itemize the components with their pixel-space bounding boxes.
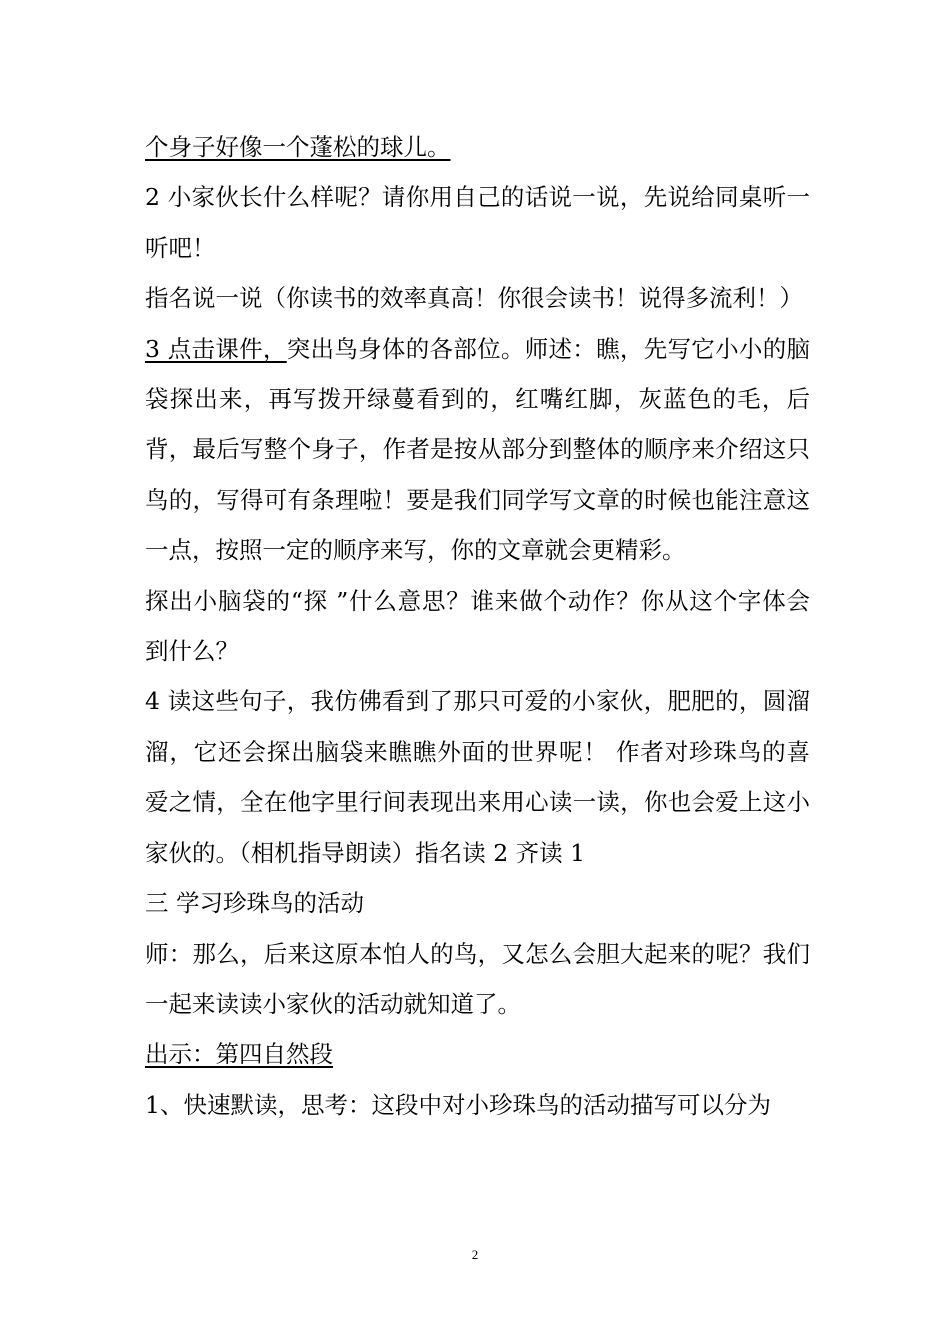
underlined-text: 出示：第四自然段 (145, 1040, 333, 1069)
paragraph-2 (145, 172, 810, 273)
paragraph-text: 1、快速默读，思考：这段中对小珍珠鸟的活动描写可以分为 (145, 1090, 771, 1119)
paragraph-text: 突出鸟身体的各部位。师述：瞧，先写它小小的脑袋探出来，再写拨开绿蔓看到的，红嘴红脚，灰蓝色的毛，后背，最后写整个身子，作者是按从部分到整体的顺序来介绍这只鸟的，写得可有条理啦！要是我们同学写文章的时候也能注意这一点，按照一定的顺序来写，你的文章就会更精彩。 (145, 334, 811, 565)
paragraph-6 (145, 676, 810, 878)
paragraph-3 (145, 273, 810, 323)
paragraph-text: 三 学习珍珠鸟的活动 (145, 889, 364, 918)
section-heading (145, 878, 810, 928)
paragraph-text: 探出小脑袋的“探 ”什么意思？谁来做个动作？你从这个字体会到什么？ (145, 586, 810, 666)
underlined-text: 个身子好像一个蓬松的球儿。 (145, 133, 451, 161)
paragraph-9 (145, 1029, 810, 1079)
paragraph-10 (145, 1080, 810, 1130)
document-body (145, 122, 810, 1130)
paragraph-1 (145, 122, 810, 172)
paragraph-text: 2 小家伙长什么样呢？请你用自己的话说一说，先说给同桌听一听吧！ (145, 183, 810, 262)
paragraph-8 (145, 929, 810, 1030)
paragraph-text: 4 读这些句子，我仿佛看到了那只可爱的小家伙，肥肥的，圆溜溜，它还会探出脑袋来瞧瞧外面的世界呢！ 作者对珍珠鸟的喜爱之情，全在他字里行间表现出来用心读一读，你也会爱上这小家伙的。（相机指导朗读）指名读 2 齐读 1 (145, 687, 810, 867)
underlined-text: 3 点击课件， (145, 334, 287, 363)
paragraph-text: 师：那么，后来这原本怕人的鸟，又怎么会胆大起来的呢？我们一起来读读小家伙的活动就知道了。 (145, 939, 810, 1018)
paragraph-4 (145, 324, 810, 576)
paragraph-5 (145, 576, 810, 677)
paragraph-text: 指名说一说（你读书的效率真高！你很会读书！说得多流利！） (145, 284, 803, 313)
page-number: 2 (471, 1247, 479, 1262)
